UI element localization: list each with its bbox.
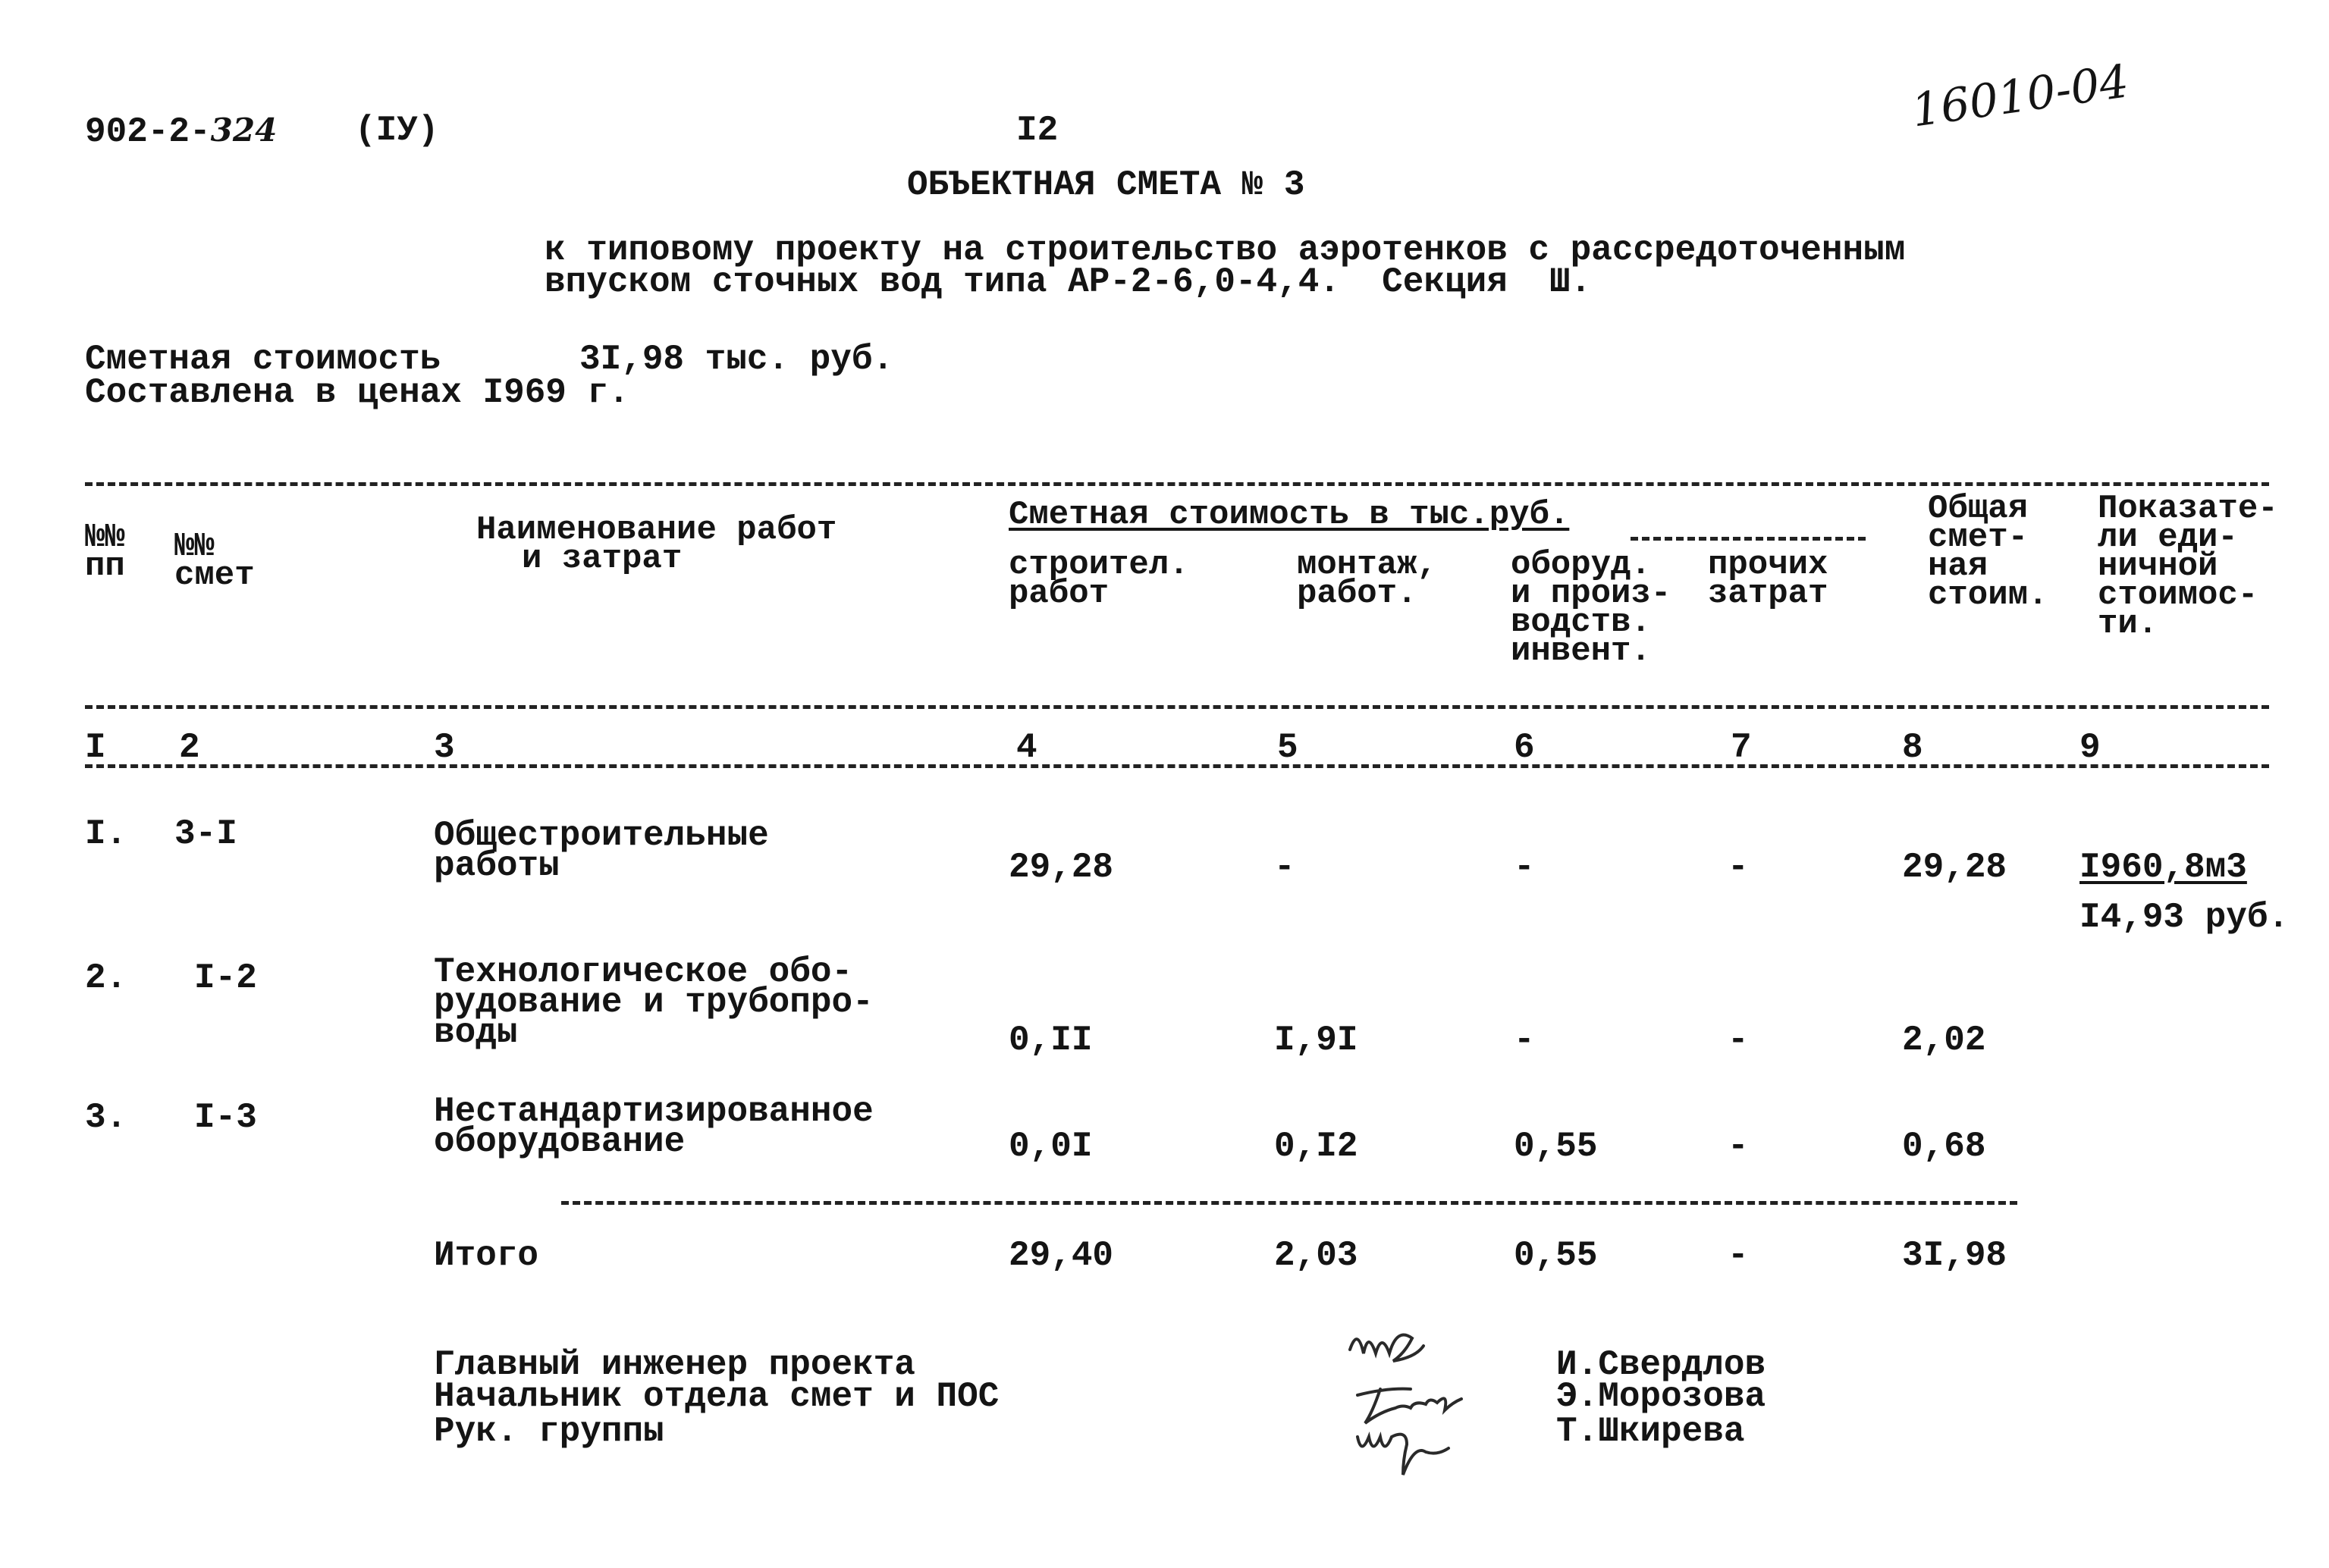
row-3-other: - bbox=[1728, 1127, 1749, 1166]
col-number-1: I bbox=[85, 728, 106, 767]
row-3-number: 3. bbox=[85, 1098, 127, 1137]
signature-name-1: И.Свердлов bbox=[1556, 1345, 1766, 1385]
document-title: ОБЪЕКТНАЯ СМЕТА № 3 bbox=[907, 165, 1305, 205]
signature-name-3: Т.Шкирева bbox=[1556, 1412, 1745, 1451]
header-col-8: Общая смет- ная стоим. bbox=[1928, 490, 2048, 614]
row-3-mount: 0,I2 bbox=[1274, 1127, 1358, 1166]
row-1-number: I. bbox=[85, 814, 127, 854]
col-number-2: 2 bbox=[179, 728, 200, 767]
prices-line: Составлена в ценах I969 г. bbox=[85, 373, 629, 412]
row-2-build: 0,II bbox=[1009, 1021, 1093, 1060]
total-label: Итого bbox=[434, 1236, 539, 1275]
row-2-number: 2. bbox=[85, 958, 127, 998]
row-3-equip: 0,55 bbox=[1514, 1127, 1598, 1166]
document-code-handwritten: 324 bbox=[210, 111, 278, 149]
row-3-name: Нестандартизированное оборудование bbox=[434, 1092, 874, 1162]
col-number-5: 5 bbox=[1277, 728, 1298, 767]
row-2-mount: I,9I bbox=[1274, 1021, 1358, 1060]
signature-role-3: Рук. группы bbox=[434, 1412, 664, 1451]
total-mount: 2,03 bbox=[1274, 1236, 1358, 1275]
row-3-total: 0,68 bbox=[1902, 1127, 1986, 1166]
row-1-build: 29,28 bbox=[1009, 848, 1114, 887]
row-2-other: - bbox=[1728, 1021, 1749, 1060]
row-1-name: Общестроительные работы bbox=[434, 816, 769, 886]
header-col-2: №№ смет bbox=[174, 528, 255, 594]
header-col-4: строител. работ bbox=[1009, 546, 1189, 613]
total-total: 3I,98 bbox=[1902, 1236, 2007, 1275]
document-code: 902-2-324 bbox=[85, 111, 278, 152]
col-number-3: 3 bbox=[434, 728, 455, 767]
header-col-9: Показате- ли еди- ничной стоимос- ти. bbox=[2098, 490, 2278, 643]
header-col-7: прочих затрат bbox=[1708, 546, 1828, 613]
header-bottom-rule bbox=[85, 705, 2269, 709]
signature-role-1: Главный инженер проекта bbox=[434, 1345, 915, 1385]
total-other: - bbox=[1728, 1236, 1749, 1275]
header-col-1: №№ пп bbox=[85, 519, 125, 585]
total-equip: 0,55 bbox=[1514, 1236, 1598, 1275]
row-2-total: 2,02 bbox=[1902, 1021, 1986, 1060]
col-number-9: 9 bbox=[2079, 728, 2101, 767]
row-2-name: Технологическое обо- рудование и трубопро- воды bbox=[434, 952, 874, 1052]
table-top-rule bbox=[85, 482, 2269, 486]
total-build: 29,40 bbox=[1009, 1236, 1114, 1275]
subtitle-line-2: впуском сточных вод типа АР-2-6,0-4,4. Секция Ш. bbox=[545, 262, 1592, 302]
row-1-mount: - bbox=[1274, 848, 1295, 887]
col-number-7: 7 bbox=[1731, 728, 1752, 767]
col-number-8: 8 bbox=[1902, 728, 1923, 767]
row-3-build: 0,0I bbox=[1009, 1127, 1093, 1166]
col-number-6: 6 bbox=[1514, 728, 1535, 767]
handwritten-signatures bbox=[1335, 1312, 1517, 1486]
col-number-rule bbox=[85, 764, 2269, 768]
document-album: (IУ) bbox=[355, 111, 439, 150]
archive-number-handwritten: 16010-04 bbox=[1908, 55, 2132, 138]
header-col-6: оборуд. и произ- водств. инвент. bbox=[1511, 546, 1671, 670]
subtotal-rule bbox=[561, 1201, 2017, 1205]
row-1-smeta: 3-I bbox=[174, 814, 237, 854]
signature-role-2: Начальник отдела смет и ПОС bbox=[434, 1377, 1000, 1416]
row-1-indicator-unit-cost: I4,93 руб. bbox=[2079, 898, 2290, 937]
page-number: I2 bbox=[1016, 111, 1059, 150]
cost-value: 3I,98 тыс. руб. bbox=[579, 340, 894, 379]
cost-label: Сметная стоимость bbox=[85, 340, 441, 379]
row-3-smeta: I-3 bbox=[194, 1098, 257, 1137]
row-1-total: 29,28 bbox=[1902, 848, 2007, 887]
header-col-3: Наименование работ и затрат bbox=[476, 511, 837, 578]
col-number-4: 4 bbox=[1016, 728, 1037, 767]
signature-name-2: Э.Морозова bbox=[1556, 1377, 1766, 1416]
header-col-5: монтаж, работ. bbox=[1297, 546, 1437, 613]
subtitle-line-1: к типовому проекту на строительство аэротенков с рассредоточенным bbox=[545, 230, 1906, 270]
header-group-dash bbox=[1631, 537, 1866, 541]
row-1-equip: - bbox=[1514, 848, 1535, 887]
row-2-smeta: I-2 bbox=[194, 958, 257, 998]
row-2-equip: - bbox=[1514, 1021, 1535, 1060]
row-1-other: - bbox=[1728, 848, 1749, 887]
row-1-indicator-volume: I960,8м3 bbox=[2079, 848, 2247, 887]
header-group-cost: Сметная стоимость в тыс.руб. bbox=[1009, 496, 1570, 534]
